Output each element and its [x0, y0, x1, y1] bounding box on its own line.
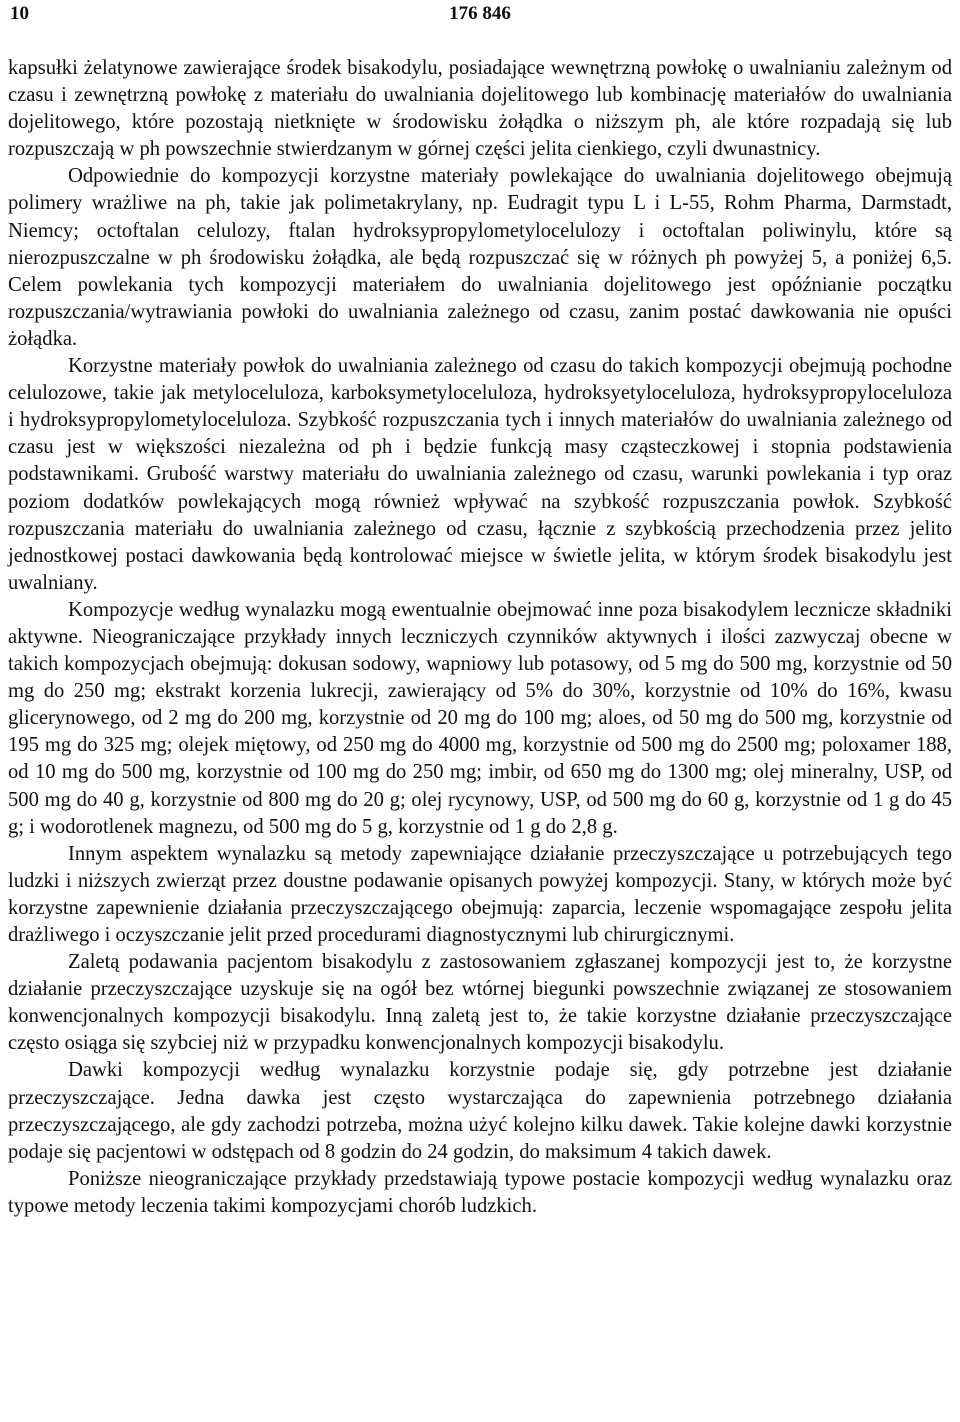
page-header: [8, 0, 952, 28]
paragraph: Odpowiednie do kompozycji korzystne materiały powlekające do uwalniania dojelitowego obejmują polimery wrażliwe na ph, takie jak polimetakrylany, np. Eudragit typu L i L-55, Rohm Pharma, Darmstadt, Niemcy; octoftalan celulozy, ftalan hydroksypropylometylocelulozy i octoftalan poliwinylu, które są nierozpuszczalne w ph środowisku żołądka, ale będą rozpuszczać się w różnych ph powyżej 5, a poniżej 6,5. Celem powlekania tych kompozycji materiałem do uwalniania dojelitowego jest opóźnianie początku rozpuszczania/wytrawiania powłoki do uwalniania zależnego od czasu, zanim postać dawkowania nie opuści żołądka.: [8, 165, 952, 350]
body-text: [8, 55, 952, 1220]
paragraph: Innym aspektem wynalazku są metody zapewniające działanie przeczyszczające u potrzebujących tego ludzki i niższych zwierząt przez doustne podawanie opisanych powyżej kompozycji. Stany, w których może być korzystne zapewnienie działania przeczyszczającego obejmują: zaparcia, leczenie wspomagające zespołu jelita drażliwego i oczyszczanie jelit przed procedurami diagnostycznymi lub chirurgicznymi.: [8, 842, 952, 946]
patent-number: 176 846: [449, 3, 511, 24]
paragraph: kapsułki żelatynowe zawierające środek bisakodylu, posiadające wewnętrzną powłokę o uwalnianiu zależnym od czasu i zewnętrzną powłokę z materiału do uwalniania dojelitowego lub kombinację materiałów do uwalniania dojelitowego, które pozostają nietknięte w środowisku żołądka o niższym ph, ale które rozpadają się lub rozpuszczają w ph powszechnie stwierdzanym w górnej części jelita cienkiego, czyli dwunastnicy.: [8, 57, 952, 161]
paragraph: Poniższe nieograniczające przykłady przedstawiają typowe postacie kompozycji według wynalazku oraz typowe metody leczenia takimi kompozycjami chorób ludzkich.: [8, 1167, 952, 1217]
paragraph: Zaletą podawania pacjentom bisakodylu z zastosowaniem zgłaszanej kompozycji jest to, że korzystne działanie przeczyszczające uzyskuje się na ogół bez wtórnej biegunki powszechnie związanej ze stosowaniem konwencjonalnych kompozycji bisakodylu. Inną zaletą jest to, że takie korzystne działanie przeczyszczające często osiąga się szybciej niż w przypadku konwencjonalnych kompozycji bisakodylu.: [8, 951, 952, 1055]
paragraph: Dawki kompozycji według wynalazku korzystnie podaje się, gdy potrzebne jest działanie przeczyszczające. Jedna dawka jest często wystarczająca do zapewnienia potrzebnego działania przeczyszczającego, ale gdy zachodzi potrzeba, można użyć kolejno kilku dawek. Takie kolejne dawki korzystnie podaje się pacjentowi w odstępach od 8 godzin do 24 godzin, do maksimum 4 takich dawek.: [8, 1059, 952, 1163]
paragraph: Kompozycje według wynalazku mogą ewentualnie obejmować inne poza bisakodylem lecznicze składniki aktywne. Nieograniczające przykłady innych leczniczych czynników aktywnych i ilości zazwyczaj obecne w takich kompozycjach obejmują: dokusan sodowy, wapniowy lub potasowy, od 5 mg do 500 mg, korzystnie od 50 mg do 250 mg; ekstrakt korzenia lukrecji, zawierający od 5% do 30%, korzystnie od 10% do 16%, kwasu glicerynowego, od 2 mg do 200 mg, korzystnie od 20 mg do 100 mg; aloes, od 50 mg do 500 mg, korzystnie od 195 mg do 325 mg; olejek miętowy, od 250 mg do 4000 mg, korzystnie od 500 mg do 2500 mg; poloxamer 188, od 10 mg do 500 mg, korzystnie od 100 mg do 250 mg; imbir, od 650 mg do 1300 mg; olej mineralny, USP, od 500 mg do 40 g, korzystnie od 800 mg do 20 g; olej rycynowy, USP, od 500 mg do 60 g, korzystnie od 1 g do 45 g; i wodorotlenek magnezu, od 500 mg do 5 g, korzystnie od 1 g do 2,8 g.: [8, 598, 952, 838]
paragraph: Korzystne materiały powłok do uwalniania zależnego od czasu do takich kompozycji obejmują pochodne celulozowe, takie jak metyloceluloza, karboksymetyloceluloza, hydroksyetyloceluloza, hydroksypropyloceluloza i hydroksypropylometyloceluloza. Szybkość rozpuszczania tych i innych materiałów do uwalniania zależnego od czasu jest w większości niezależna od ph i będzie funkcją masy cząsteczkowej i stopnia podstawienia podstawnikami. Grubość warstwy materiału do uwalniania zależnego od czasu, warunki powlekania i typ oraz poziom dodatków powlekających mogą również wpływać na szybkość rozpuszczania powłok. Szybkość rozpuszczania materiału do uwalniania zależnego od czasu, łącznie z szybkością przechodzenia przez jelito jednostkowej postaci dawkowania będą kontrolować miejsce w świetle jelita, w którym środek bisakodylu jest uwalniany.: [8, 355, 952, 594]
page-number: 10: [10, 3, 29, 24]
